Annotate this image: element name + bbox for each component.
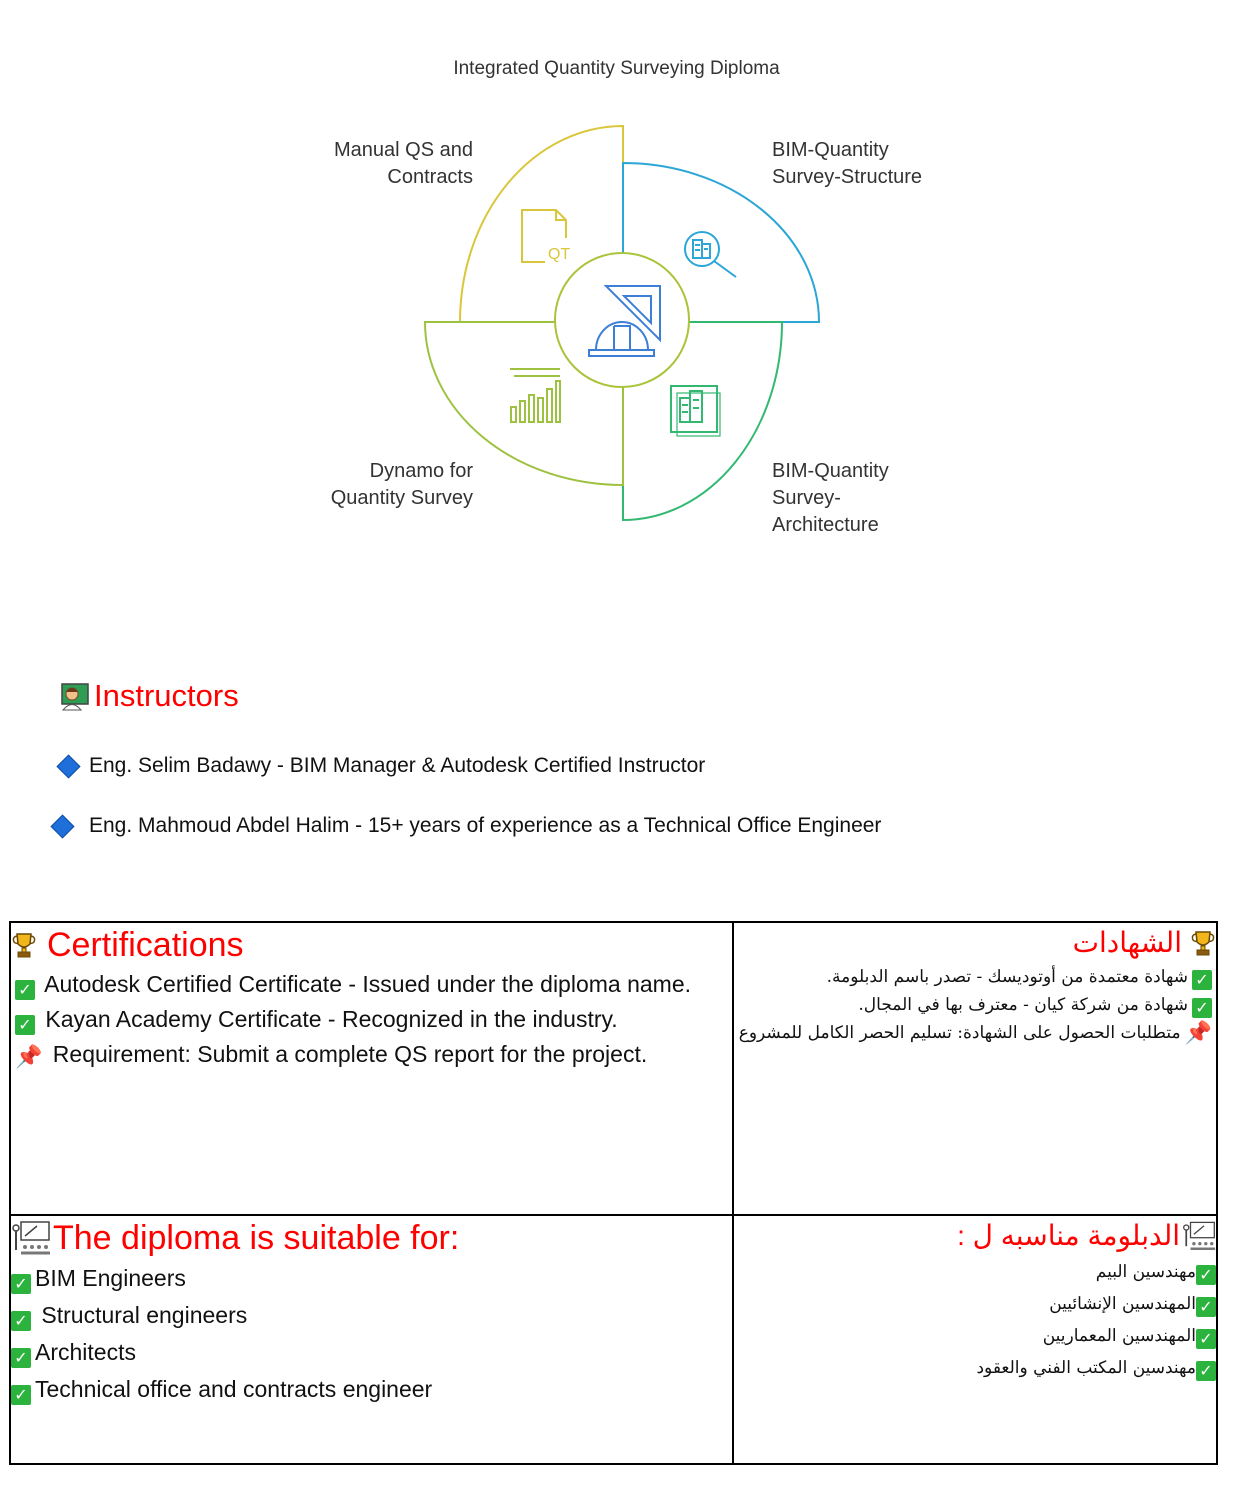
- certifications-heading-text: Certifications: [47, 926, 244, 964]
- diagram-title: Integrated Quantity Surveying Diploma: [453, 58, 780, 79]
- suitable-heading-ar-text: الدبلومة مناسبه ل :: [957, 1220, 1180, 1251]
- certification-line: [11, 1037, 732, 1075]
- suitable-item-ar: [734, 1288, 1216, 1320]
- certification-line: [11, 1002, 732, 1037]
- blue-diamond-icon: [50, 814, 74, 838]
- instructor-item: [50, 814, 881, 838]
- presenter-icon: [11, 1220, 51, 1256]
- suitable-text: Technical office and contracts engineer: [35, 1376, 433, 1402]
- certifications-heading-ar: [734, 923, 1216, 963]
- suitable-en-cell: [10, 1215, 733, 1464]
- center-circle: [555, 253, 689, 387]
- teacher-icon: [60, 680, 92, 712]
- suitable-item: [11, 1334, 732, 1371]
- check-icon: ✓: [1196, 1361, 1216, 1381]
- suitable-text-ar: مهندسين البيم: [1095, 1262, 1196, 1282]
- suitable-item-ar: [734, 1352, 1216, 1384]
- instructors-heading: [60, 678, 239, 714]
- suitable-item-ar: [734, 1256, 1216, 1288]
- certifications-heading-ar-text: الشهادات: [1072, 927, 1182, 958]
- suitable-heading-ar: [734, 1216, 1216, 1256]
- quadrant-label-manual-qs: Manual QS and Contracts: [334, 139, 473, 188]
- check-icon: ✓: [11, 1385, 31, 1405]
- certification-line-ar: [734, 963, 1216, 991]
- suitable-item: [11, 1260, 732, 1297]
- quadrant-label-dynamo: Dynamo for Quantity Survey: [330, 460, 473, 509]
- certification-line: [11, 967, 732, 1002]
- check-icon: ✓: [1196, 1329, 1216, 1349]
- quadrant-diagram: [0, 0, 1233, 620]
- pushpin-icon: 📌: [1184, 1021, 1212, 1046]
- suitable-text-ar: المهندسين الإنشائيين: [1049, 1294, 1196, 1314]
- suitable-text-ar: مهندسين المكتب الفني والعقود: [976, 1358, 1196, 1378]
- qt-icon-text: QT: [548, 246, 571, 263]
- check-icon: ✓: [1192, 970, 1212, 990]
- certification-text-ar: متطلبات الحصول على الشهادة: تسليم الحصر الكامل للمشروع: [738, 1023, 1181, 1043]
- certifications-heading: [11, 923, 732, 967]
- quadrant-label-bim-structure: BIM-Quantity Survey-Structure: [772, 139, 923, 188]
- check-icon: ✓: [15, 1015, 35, 1035]
- check-icon: ✓: [1196, 1265, 1216, 1285]
- instructor-text: Eng. Mahmoud Abdel Halim - 15+ years of experience as a Technical Office Engineer: [89, 814, 882, 837]
- check-icon: ✓: [1196, 1297, 1216, 1317]
- suitable-text: Architects: [35, 1339, 136, 1365]
- pushpin-icon: 📌: [15, 1045, 43, 1070]
- certification-text: Kayan Academy Certificate - Recognized in the industry.: [45, 1006, 618, 1032]
- suitable-text-ar: المهندسين المعماريين: [1042, 1326, 1196, 1346]
- suitable-text: BIM Engineers: [35, 1265, 186, 1291]
- suitable-item-ar: [734, 1320, 1216, 1352]
- certification-line-ar: [734, 1019, 1216, 1048]
- certification-text: Autodesk Certified Certificate - Issued under the diploma name.: [44, 971, 692, 997]
- trophy-icon: [11, 931, 37, 959]
- check-icon: ✓: [1192, 998, 1212, 1018]
- certification-line-ar: [734, 991, 1216, 1019]
- check-icon: ✓: [11, 1274, 31, 1294]
- instructor-text: Eng. Selim Badawy - BIM Manager & Autodesk Certified Instructor: [89, 754, 706, 777]
- suitable-ar-cell: [733, 1215, 1217, 1464]
- quadrant-label-bim-architecture: BIM-Quantity Survey- Architecture: [772, 460, 889, 536]
- check-icon: ✓: [15, 980, 35, 1000]
- trophy-icon: [1190, 929, 1216, 957]
- presenter-icon: [1182, 1219, 1216, 1253]
- suitable-heading-text: The diploma is suitable for:: [53, 1219, 460, 1257]
- certification-text-ar: شهادة من شركة كيان - معترف بها في المجال.: [858, 995, 1188, 1015]
- instructor-item: [56, 754, 705, 778]
- certification-text-ar: شهادة معتمدة من أوتوديسك - تصدر باسم الدبلومة.: [826, 967, 1188, 987]
- info-table: [9, 921, 1218, 1465]
- suitable-heading: [11, 1216, 732, 1260]
- certification-text: Requirement: Submit a complete QS report for the project.: [52, 1041, 648, 1067]
- blue-diamond-icon: [56, 754, 80, 778]
- check-icon: ✓: [11, 1348, 31, 1368]
- suitable-text: Structural engineers: [41, 1302, 248, 1328]
- instructors-heading-text: Instructors: [94, 678, 239, 713]
- suitable-item: [11, 1297, 732, 1334]
- certifications-en-cell: [10, 922, 733, 1215]
- check-icon: ✓: [11, 1311, 31, 1331]
- suitable-item: [11, 1371, 732, 1408]
- certifications-ar-cell: [733, 922, 1217, 1215]
